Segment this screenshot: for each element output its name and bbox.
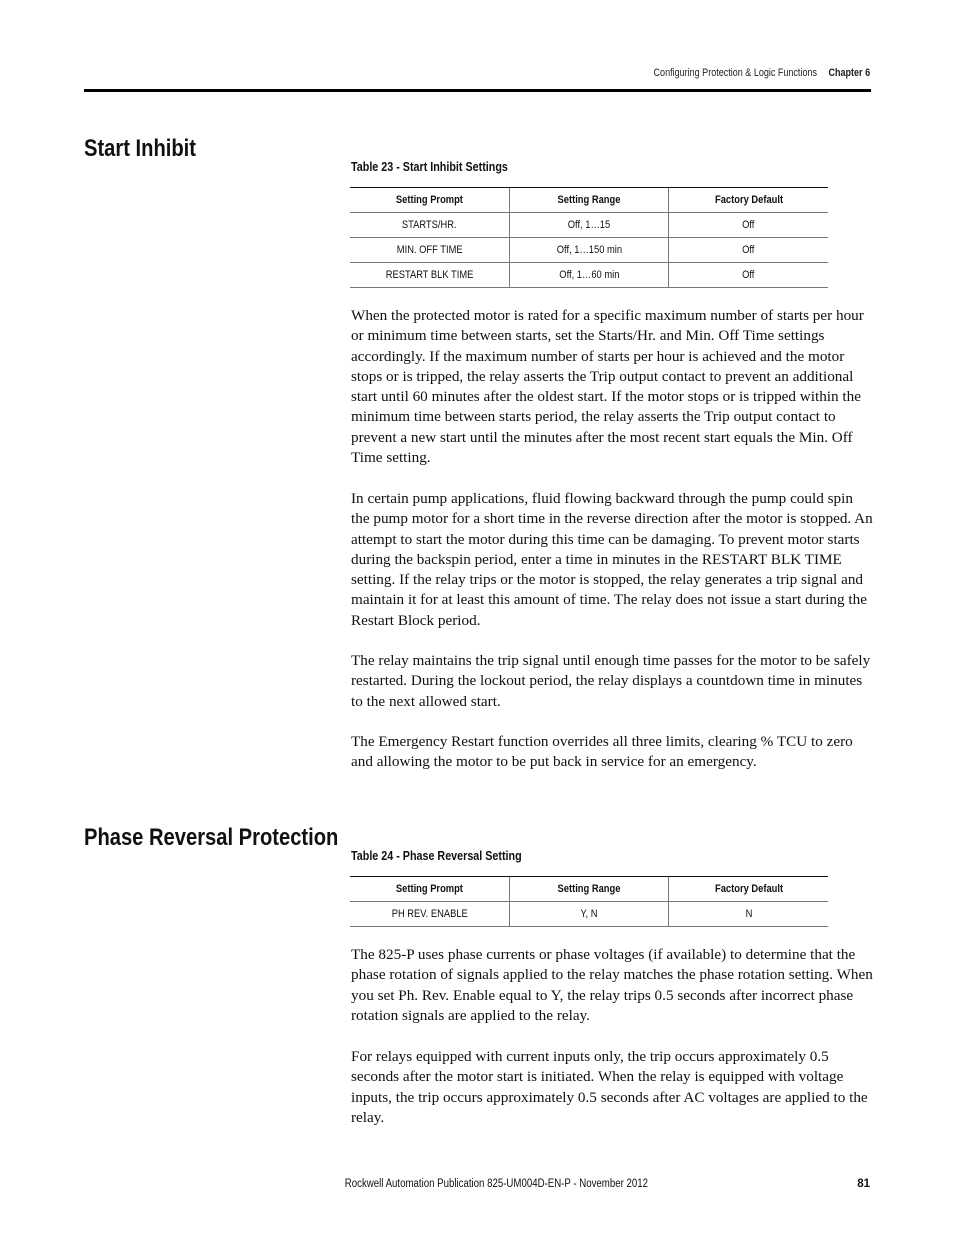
table-row [350, 263, 828, 288]
table-24-caption: Table 24 - Phase Reversal Setting [351, 849, 522, 863]
table-cell: RESTART BLK TIME [350, 263, 509, 288]
table-cell: Off [669, 238, 828, 263]
publication-footer: Rockwell Automation Publication 825-UM004D-EN-P - November 2012 [344, 1178, 648, 1190]
table-cell: STARTS/HR. [350, 213, 509, 238]
header-rule [84, 89, 871, 92]
table-header-row [350, 188, 828, 213]
table-cell: Y, N [509, 902, 668, 927]
table-cell: Off [669, 263, 828, 288]
running-header [653, 67, 870, 79]
heading-phase-reversal: Phase Reversal Protection [84, 824, 339, 851]
header-section-title: Configuring Protection & Logic Functions [653, 67, 817, 79]
column-header: Setting Range [509, 877, 668, 902]
body-paragraph: For relays equipped with current inputs only, the trip occurs approximately 0.5 seconds after the motor start is initiated. When the relay is equipped with voltage inputs, the trip occurs approximately 0.5 seconds after AC voltages are applied to the relay. [351, 1048, 868, 1126]
table-cell: Off, 1…150 min [509, 238, 668, 263]
phase-reversal-table [350, 876, 828, 927]
body-paragraph: The Emergency Restart function overrides all three limits, clearing % TCU to zero and allowing the motor to be put back in service for an emergency. [351, 733, 853, 771]
table-row [350, 902, 828, 927]
table-header-row [350, 877, 828, 902]
table-cell: Off [669, 213, 828, 238]
column-header: Factory Default [669, 188, 828, 213]
table-cell: PH REV. ENABLE [350, 902, 509, 927]
table-cell: Off, 1…60 min [509, 263, 668, 288]
body-paragraph: The 825-P uses phase currents or phase voltages (if available) to determine that the phase rotation of signals applied to the relay matches the phase rotation setting. When you set Ph. Rev. Enable equal to Y, the relay trips 0.5 seconds after incorrect phase rotation signals are applied to the relay. [351, 946, 873, 1024]
table-cell: Off, 1…15 [509, 213, 668, 238]
table-23-caption: Table 23 - Start Inhibit Settings [351, 160, 508, 174]
table-cell: N [669, 902, 828, 927]
page-number: 81 [857, 1178, 870, 1190]
column-header: Setting Prompt [350, 877, 509, 902]
column-header: Factory Default [669, 877, 828, 902]
heading-start-inhibit: Start Inhibit [84, 135, 196, 162]
body-paragraph: In certain pump applications, fluid flowing backward through the pump could spin the pump motor for a short time in the reverse direction after the motor is stopped. An attempt to start the motor during this time can be damaging. To prevent motor starts during the backspin period, enter a time in minutes in the RESTART BLK TIME setting. If the relay trips or the motor is stopped, the relay generates a trip signal and maintain it for at least this amount of time. The relay does not issue a start during the Restart Block period. [351, 490, 873, 629]
column-header: Setting Range [509, 188, 668, 213]
body-paragraph: The relay maintains the trip signal until enough time passes for the motor to be safely restarted. During the lockout period, the relay displays a countdown time in minutes to the next allowed start. [351, 652, 871, 710]
table-cell: MIN. OFF TIME [350, 238, 509, 263]
table-row [350, 238, 828, 263]
body-paragraph: When the protected motor is rated for a specific maximum number of starts per hour or minimum time between starts, set the Starts/Hr. and Min. Off Time settings accordingly. If the maximum number of starts per hour is achieved and the motor stops or is tripped, the relay asserts the Trip output contact to prevent an additional start until 60 minutes after the oldest start. If the motor stops or is tripped within the minimum time between starts period, the relay asserts the Trip output contact to prevent a new start until the minutes after the most recent start equals the Min. Off Time setting. [351, 307, 864, 467]
start-inhibit-table [350, 187, 828, 288]
table-row [350, 213, 828, 238]
column-header: Setting Prompt [350, 188, 509, 213]
header-chapter: Chapter 6 [828, 67, 870, 79]
